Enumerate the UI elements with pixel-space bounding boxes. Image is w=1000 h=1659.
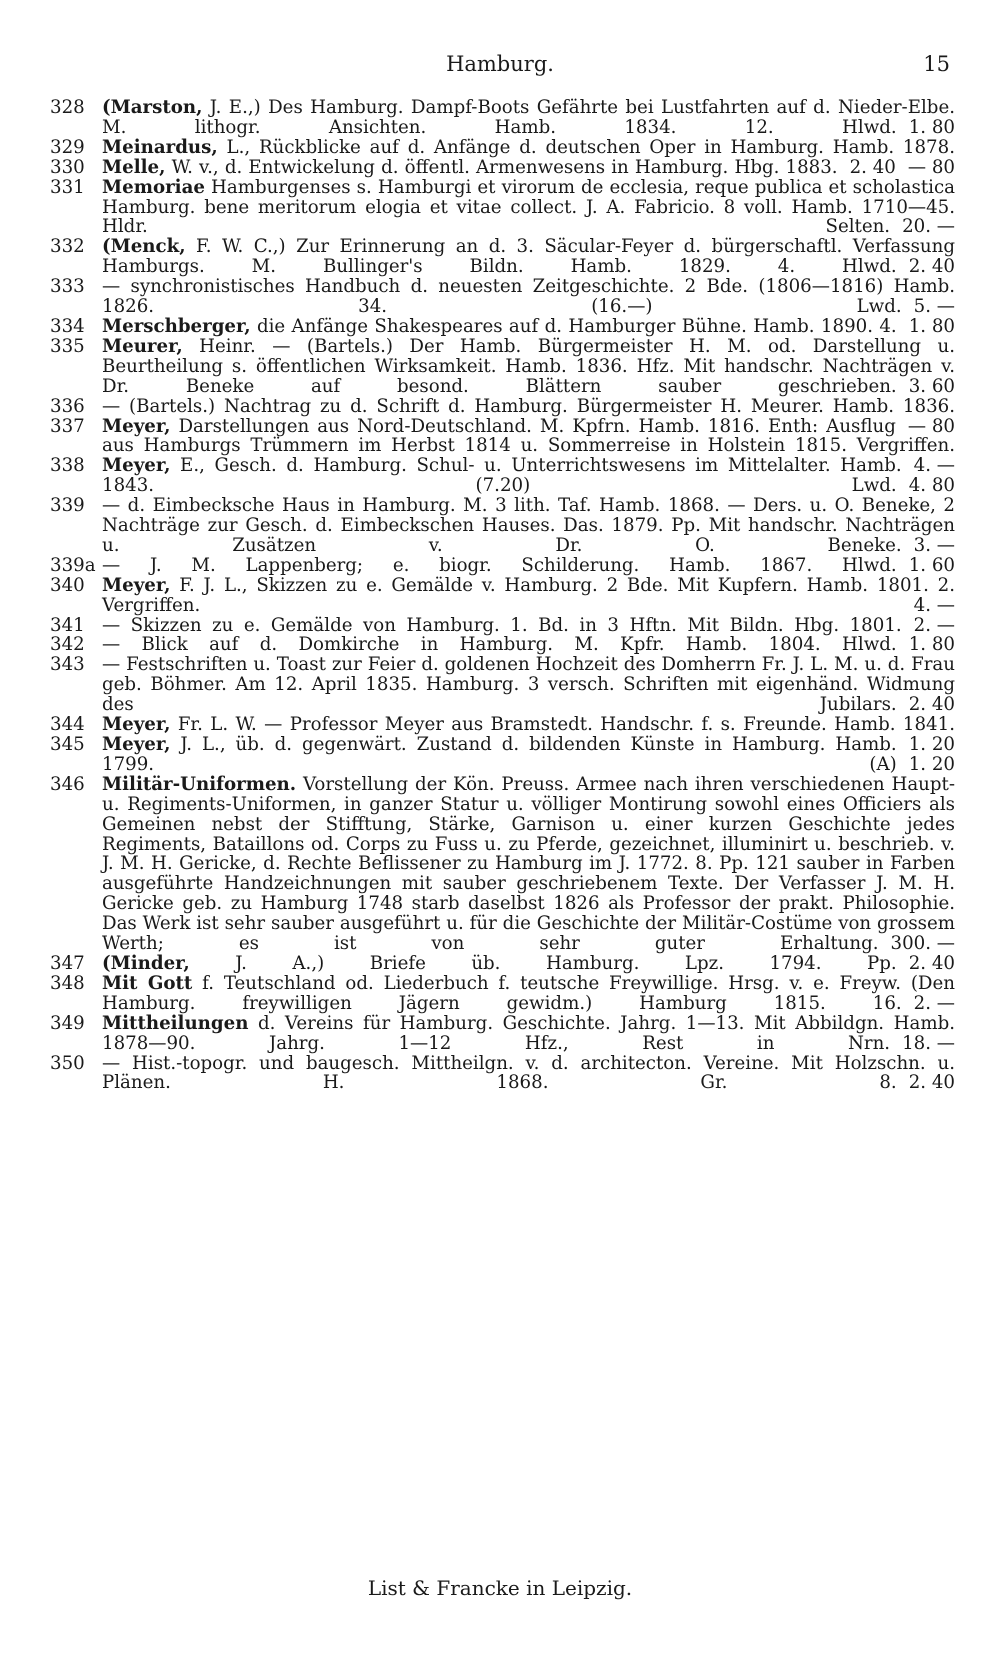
entry-price: 2. 40 — [908, 1072, 955, 1094]
entry-heading: Militär-Uniformen. — [102, 773, 297, 795]
catalog-entry — [50, 954, 955, 974]
entry-number: 344 — [50, 714, 85, 736]
entry-heading: Meyer, — [102, 455, 171, 477]
entry-price: 2. 40 — [908, 694, 955, 716]
entry-heading: Memoriae — [102, 176, 205, 198]
catalog-entry — [50, 556, 955, 576]
entry-number: 348 — [50, 972, 85, 994]
catalog-entry — [50, 317, 955, 337]
entry-body — [102, 655, 955, 715]
entry-body — [102, 616, 955, 636]
entry-price: 3. 60 — [908, 375, 955, 397]
entry-number: 332 — [50, 236, 85, 258]
entry-number: 337 — [50, 415, 85, 437]
entry-number: 336 — [50, 395, 85, 417]
entry-number: 329 — [50, 136, 85, 158]
catalog-entry — [50, 178, 955, 238]
entry-price: 1. 80 — [908, 116, 955, 138]
entry-number: 339 — [50, 495, 85, 517]
catalog-entry — [50, 456, 955, 496]
entry-heading: Meyer, — [102, 415, 171, 437]
entry-heading: Merschberger, — [102, 315, 251, 337]
entry-body — [102, 496, 955, 556]
entry-description: J. E.,) Des Hamburg. Dampf-Boots Gefährte bei Lustfahrten auf d. Nieder-Elbe. M. lithogr. Ansichten. Hamb. 1834. 12. Hlwd. — [102, 97, 955, 138]
entry-body — [102, 178, 955, 238]
catalog-entry — [50, 635, 955, 655]
entry-body — [102, 954, 955, 974]
entry-body — [102, 974, 955, 1014]
entry-price: 2. — — [913, 992, 955, 1014]
entry-number: 333 — [50, 276, 85, 298]
entry-price: 5. — — [913, 296, 955, 318]
entry-description: — Hist.-topogr. und baugesch. Mittheilgn. v. d. architecton. Vereine. Mit Holzschn. u. Plänen. H. 1868. Gr. 8. — [102, 1052, 955, 1094]
entry-description: F. J. L., Skizzen zu e. Gemälde v. Hamburg. 2 Bde. Mit Kupfern. Hamb. 1801. 2. Vergriffen. — [102, 574, 955, 616]
catalog-entry — [50, 616, 955, 636]
entry-description: die Anfänge Shakespeares auf d. Hamburger Bühne. Hamb. 1890. 4. — [256, 315, 897, 337]
entry-heading: Meyer, — [102, 714, 171, 736]
entry-description: — (Bartels.) Nachtrag zu d. Schrift d. Hamburg. Bürgermeister H. Meurer. Hamb. 1836. — [102, 395, 955, 417]
entry-description: F. W. C.,) Zur Erinnerung an d. 3. Säcular-Feyer d. bürgerschaftl. Verfassung Hamburgs. M. Bullinger's Bildn. Hamb. 1829. 4. Hlwd. — [102, 236, 955, 278]
entry-price: 18. — — [902, 1032, 955, 1054]
entry-heading: Meinardus, — [102, 136, 218, 158]
entry-price: 4. 80 — [908, 475, 955, 497]
entry-description: J. L., üb. d. gegenwärt. Zustand d. bildenden Künste in Hamburg. Hamb. 1799. (A) — [102, 734, 897, 775]
entry-description: E., Gesch. d. Hamburg. Schul- u. Unterrichtswesens im Mittelalter. Hamb. 1843. (7.20) Lwd. — [102, 455, 902, 497]
entry-description: L., Rückblicke auf d. Anfänge d. deutschen Oper in Hamburg. Hamb. 1878. — [226, 136, 955, 158]
entry-price: 3. — — [913, 534, 955, 556]
entry-price: 4. — — [913, 455, 955, 477]
publisher-footer: List & Francke in Leipzig. — [367, 1576, 633, 1600]
entry-price: 20. — — [902, 216, 955, 238]
entry-body — [102, 277, 955, 317]
entry-description: Vorstellung der Kön. Preuss. Armee nach ihren verschiedenen Haupt- u. Regiments-Uniformen, in ganzer Statur u. völliger Montirung sowohl eines Officiers als Gemeinen nebst der Stifftung, Stärke, Garnison u. einer kurzen Geschichte jedes Regiments, Bataillons od. Corps zu Fuss u. zu Pferde, gezeichnet, illuminirt u. beschrieb. v. J. M. H. Gericke, d. Rechte Beflissener zu Hamburg im J. 1772. 8. Pp. 121 sauber in Farben ausgeführte Handzeichnungen mit sauber geschriebenem Texte. Der Verfasser J. M. H. Gericke geb. zu Hamburg 1748 starb daselbst 1826 als Professor der prakt. Philosophie. Das Werk ist sehr sauber ausgeführt u. für die Geschichte der Militär-Costüme von grossem Werth; es ist von sehr guter Erhaltung. — [102, 773, 955, 955]
entry-description: — synchronistisches Handbuch d. neuesten Zeitgeschichte. 2 Bde. (1806—1816) Hamb. 1826. 34. (16.—) Lwd. — [102, 276, 955, 318]
entry-heading: Meyer, — [102, 734, 171, 755]
entry-price: 2. 40 — [908, 256, 955, 278]
entry-number: 339a — [50, 554, 96, 576]
entry-body — [102, 98, 955, 138]
entry-number: 343 — [50, 654, 85, 676]
entry-description: Hamburgenses s. Hamburgi et virorum de ecclesia, reque publica et scholastica Hamburg. bene meritorum elogia et vitae collect. J. A. Fabricio. 8 voll. Hamb. 1710—45. Hldr. Selten. — [102, 176, 955, 238]
entry-heading: Melle, — [102, 156, 166, 178]
catalog-entry — [50, 158, 955, 178]
entry-number: 334 — [50, 315, 85, 337]
entry-body — [102, 635, 955, 655]
entry-description: Darstellungen aus Nord-Deutschland. M. Kpfrn. Hamb. 1816. Enth: Ausflug aus Hamburgs Trümmern im Herbst 1814 u. Sommerreise in Holstein 1815. Vergriffen. — [102, 415, 955, 457]
page-number: 15 — [923, 52, 950, 76]
entry-number: 330 — [50, 156, 85, 178]
catalog-entry — [50, 337, 955, 397]
entry-price: 1. 20 — [908, 734, 955, 755]
entry-description: — Blick auf d. Domkirche in Hamburg. M. Kpfr. Hamb. 1804. Hlwd. — [102, 634, 897, 656]
entry-body — [102, 775, 955, 954]
entry-heading: Mittheilungen — [102, 1012, 249, 1034]
running-title: Hamburg. — [446, 52, 554, 76]
catalog-entry — [50, 735, 955, 775]
entry-body — [102, 576, 955, 616]
entry-heading: Mit Gott — [102, 972, 193, 994]
catalog-entry — [50, 237, 955, 277]
entry-body — [102, 237, 955, 277]
entry-price: 1. 80 — [908, 315, 955, 337]
entry-body — [102, 556, 955, 576]
catalog-entry — [50, 974, 955, 1014]
entry-body — [102, 317, 955, 337]
entry-heading: (Marston, — [102, 97, 203, 118]
entry-body — [102, 158, 955, 178]
entry-heading: (Minder, — [102, 952, 190, 974]
entry-body — [102, 456, 955, 496]
entry-number: 340 — [50, 574, 85, 596]
entry-heading: Meurer, — [102, 335, 183, 357]
page-header — [0, 52, 1000, 82]
catalog-entry — [50, 98, 955, 138]
entry-number: 346 — [50, 773, 85, 795]
catalog-entries — [50, 98, 955, 1093]
entry-number: 342 — [50, 634, 85, 656]
entry-number: 349 — [50, 1012, 85, 1034]
catalog-entry — [50, 496, 955, 556]
entry-description: Heinr. — (Bartels.) Der Hamb. Bürgermeister H. M. od. Darstellung u. Beurtheilung s. öffentlichen Wirksamkeit. Hamb. 1836. Hfz. Mit handschr. Nachträgen v. Dr. Beneke auf besond. Blättern sauber geschrieben. — [102, 335, 955, 397]
catalog-entry — [50, 1054, 955, 1094]
entry-price: 1. 60 — [908, 554, 955, 576]
entry-description: d. Vereins für Hamburg. Geschichte. Jahrg. 1—13. Mit Abbildgn. Hamb. 1878—90. Jahrg. 1—12 Hfz., Rest in Nrn. — [102, 1012, 955, 1054]
entry-price: — 80 — [907, 415, 955, 437]
catalog-entry — [50, 277, 955, 317]
entry-description: — d. Eimbecksche Haus in Hamburg. M. 3 lith. Taf. Hamb. 1868. — Ders. u. O. Beneke, 2 Nachträge zur Gesch. d. Eimbeckschen Hauses. Das. 1879. Pp. Mit handschr. Nachträgen u. Zusätzen v. Dr. O. Beneke. — [102, 495, 955, 556]
entry-price: 2. 40 — [849, 156, 896, 178]
entry-price: 4. — — [913, 594, 955, 616]
entry-description: W. v., d. Entwickelung d. öffentl. Armenwesens in Hamburg. Hbg. 1883. — [171, 156, 838, 178]
entry-number: 328 — [50, 97, 85, 118]
entry-body — [102, 1014, 955, 1054]
catalog-entry — [50, 576, 955, 616]
entry-heading: (Menck, — [102, 236, 186, 258]
entry-price: 2. — — [913, 614, 955, 636]
entry-description: — Festschriften u. Toast zur Feier d. goldenen Hochzeit des Domherrn Fr. J. L. M. u. d. Frau geb. Böhmer. Am 12. April 1835. Hamburg. 3 versch. Schriften mit eigenhänd. Widmung des Jubilars. — [102, 654, 955, 716]
entry-price: — 80 — [907, 156, 955, 178]
entry-description: J. A.,) Briefe üb. Hamburg. Lpz. 1794. Pp. — [235, 952, 897, 974]
entry-description: — Skizzen zu e. Gemälde von Hamburg. 1. Bd. in 3 Hftn. Mit Bildn. Hbg. 1801. — [102, 614, 902, 636]
entry-body — [102, 1054, 955, 1094]
entry-body — [102, 337, 955, 397]
entry-number: 331 — [50, 176, 85, 198]
entry-heading: Meyer, — [102, 574, 171, 596]
entry-number: 347 — [50, 952, 85, 974]
entry-price: 1. 20 — [908, 753, 955, 775]
entry-price: 2. 40 — [908, 952, 955, 974]
catalog-entry — [50, 1014, 955, 1054]
entry-description: — J. M. Lappenberg; e. biogr. Schilderung. Hamb. 1867. Hlwd. — [102, 554, 897, 576]
entry-body — [102, 735, 955, 775]
entry-description: f. Teutschland od. Liederbuch f. teutsche Freywillige. Hrsg. v. e. Freyw. (Den Hamburg. freywilligen Jägern gewidm.) Hamburg 1815. 16. — [102, 972, 955, 1014]
entry-description: Fr. L. W. — Professor Meyer aus Bramstedt. Handschr. f. s. Freunde. Hamb. 1841. — [177, 714, 955, 736]
entry-number: 341 — [50, 614, 85, 636]
entry-number: 335 — [50, 335, 85, 357]
entry-price: 1. 80 — [908, 634, 955, 656]
catalog-entry — [50, 655, 955, 715]
entry-number: 338 — [50, 455, 85, 477]
entry-number: 350 — [50, 1052, 85, 1074]
catalog-entry — [50, 775, 955, 954]
entry-number: 345 — [50, 734, 85, 755]
entry-price: 300. — — [890, 933, 955, 955]
